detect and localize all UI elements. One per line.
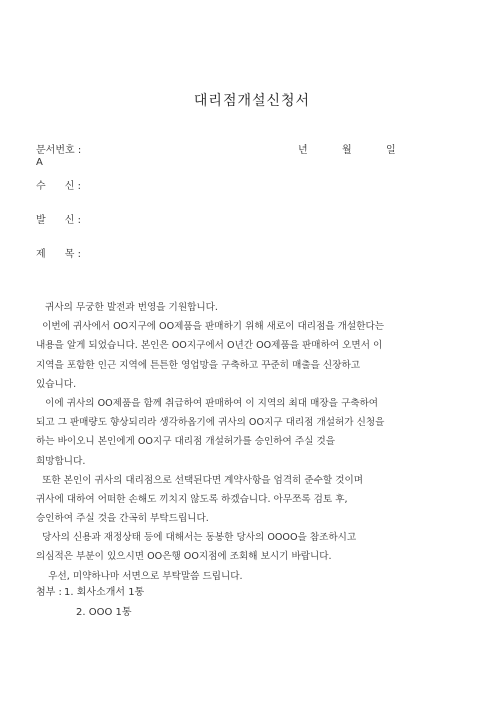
body-line: 있습니다.	[36, 378, 77, 390]
body-line: 하는 바이오니 본인에게 OO지구 대리점 개설허가를 승인하여 주실 것을	[36, 436, 335, 448]
sender-label: 발 신 :	[36, 215, 81, 226]
body-line: 이번에 귀사에서 OO지구에 OO제품을 판매하기 위해 새로이 대리점을 개설한다는	[36, 321, 384, 333]
body-line: 되고 그 판매량도 향상되리라 생각하옵기에 귀사의 OO지구 대리점 개설허가 신청을	[36, 417, 385, 429]
body-text	[36, 298, 476, 586]
date-year: 년	[298, 145, 308, 156]
subject-label: 제 목 :	[36, 249, 81, 260]
doc-number-suffix: A	[36, 157, 43, 168]
attachments-label: 첨부 :	[36, 587, 62, 598]
body-line: 이에 귀사의 OO제품을 함께 취급하여 판매하여 이 지역의 최대 매장을 구축하여	[36, 397, 379, 409]
recipient-label: 수 신 :	[36, 181, 81, 192]
body-line: 귀사에 대하여 어떠한 손해도 끼치지 않도록 하겠습니다. 아무쪼록 검토 후,	[36, 493, 348, 505]
attachment-item: 2. OOO 1통	[76, 607, 132, 618]
doc-number-label: 문서번호 :	[36, 145, 82, 156]
body-line: 당사의 신용과 재정상태 등에 대해서는 동봉한 당사의 OOOO을 참조하시고	[36, 532, 357, 544]
body-line: 승인하여 주실 것을 간곡히 부탁드립니다.	[36, 513, 209, 525]
body-line: 내용을 알게 되었습니다. 본인은 OO지구에서 O년간 OO제품을 판매하여 오면서 이	[36, 340, 383, 352]
body-line: 의심적은 부분이 있으시면 OO은행 OO지점에 조회해 보시기 바랍니다.	[36, 551, 332, 563]
body-line: 지역을 포함한 인근 지역에 튼튼한 영업망을 구축하고 꾸준히 매출을 신장하고	[36, 359, 361, 371]
date-day: 일	[386, 145, 396, 156]
body-line: 희망합니다.	[36, 455, 86, 467]
date-month: 월	[342, 145, 352, 156]
attachment-item: 1. 회사소개서 1통	[64, 587, 145, 598]
body-line: 우선, 미약하나마 서면으로 부탁말씀 드립니다.	[36, 570, 243, 582]
body-line: 귀사의 무궁한 발전과 번영을 기원합니다.	[36, 302, 218, 313]
document-title: 대리점개설신청서	[193, 93, 311, 109]
body-line: 또한 본인이 귀사의 대리점으로 선택된다면 계약사항을 엄격히 준수할 것이며	[36, 474, 364, 486]
